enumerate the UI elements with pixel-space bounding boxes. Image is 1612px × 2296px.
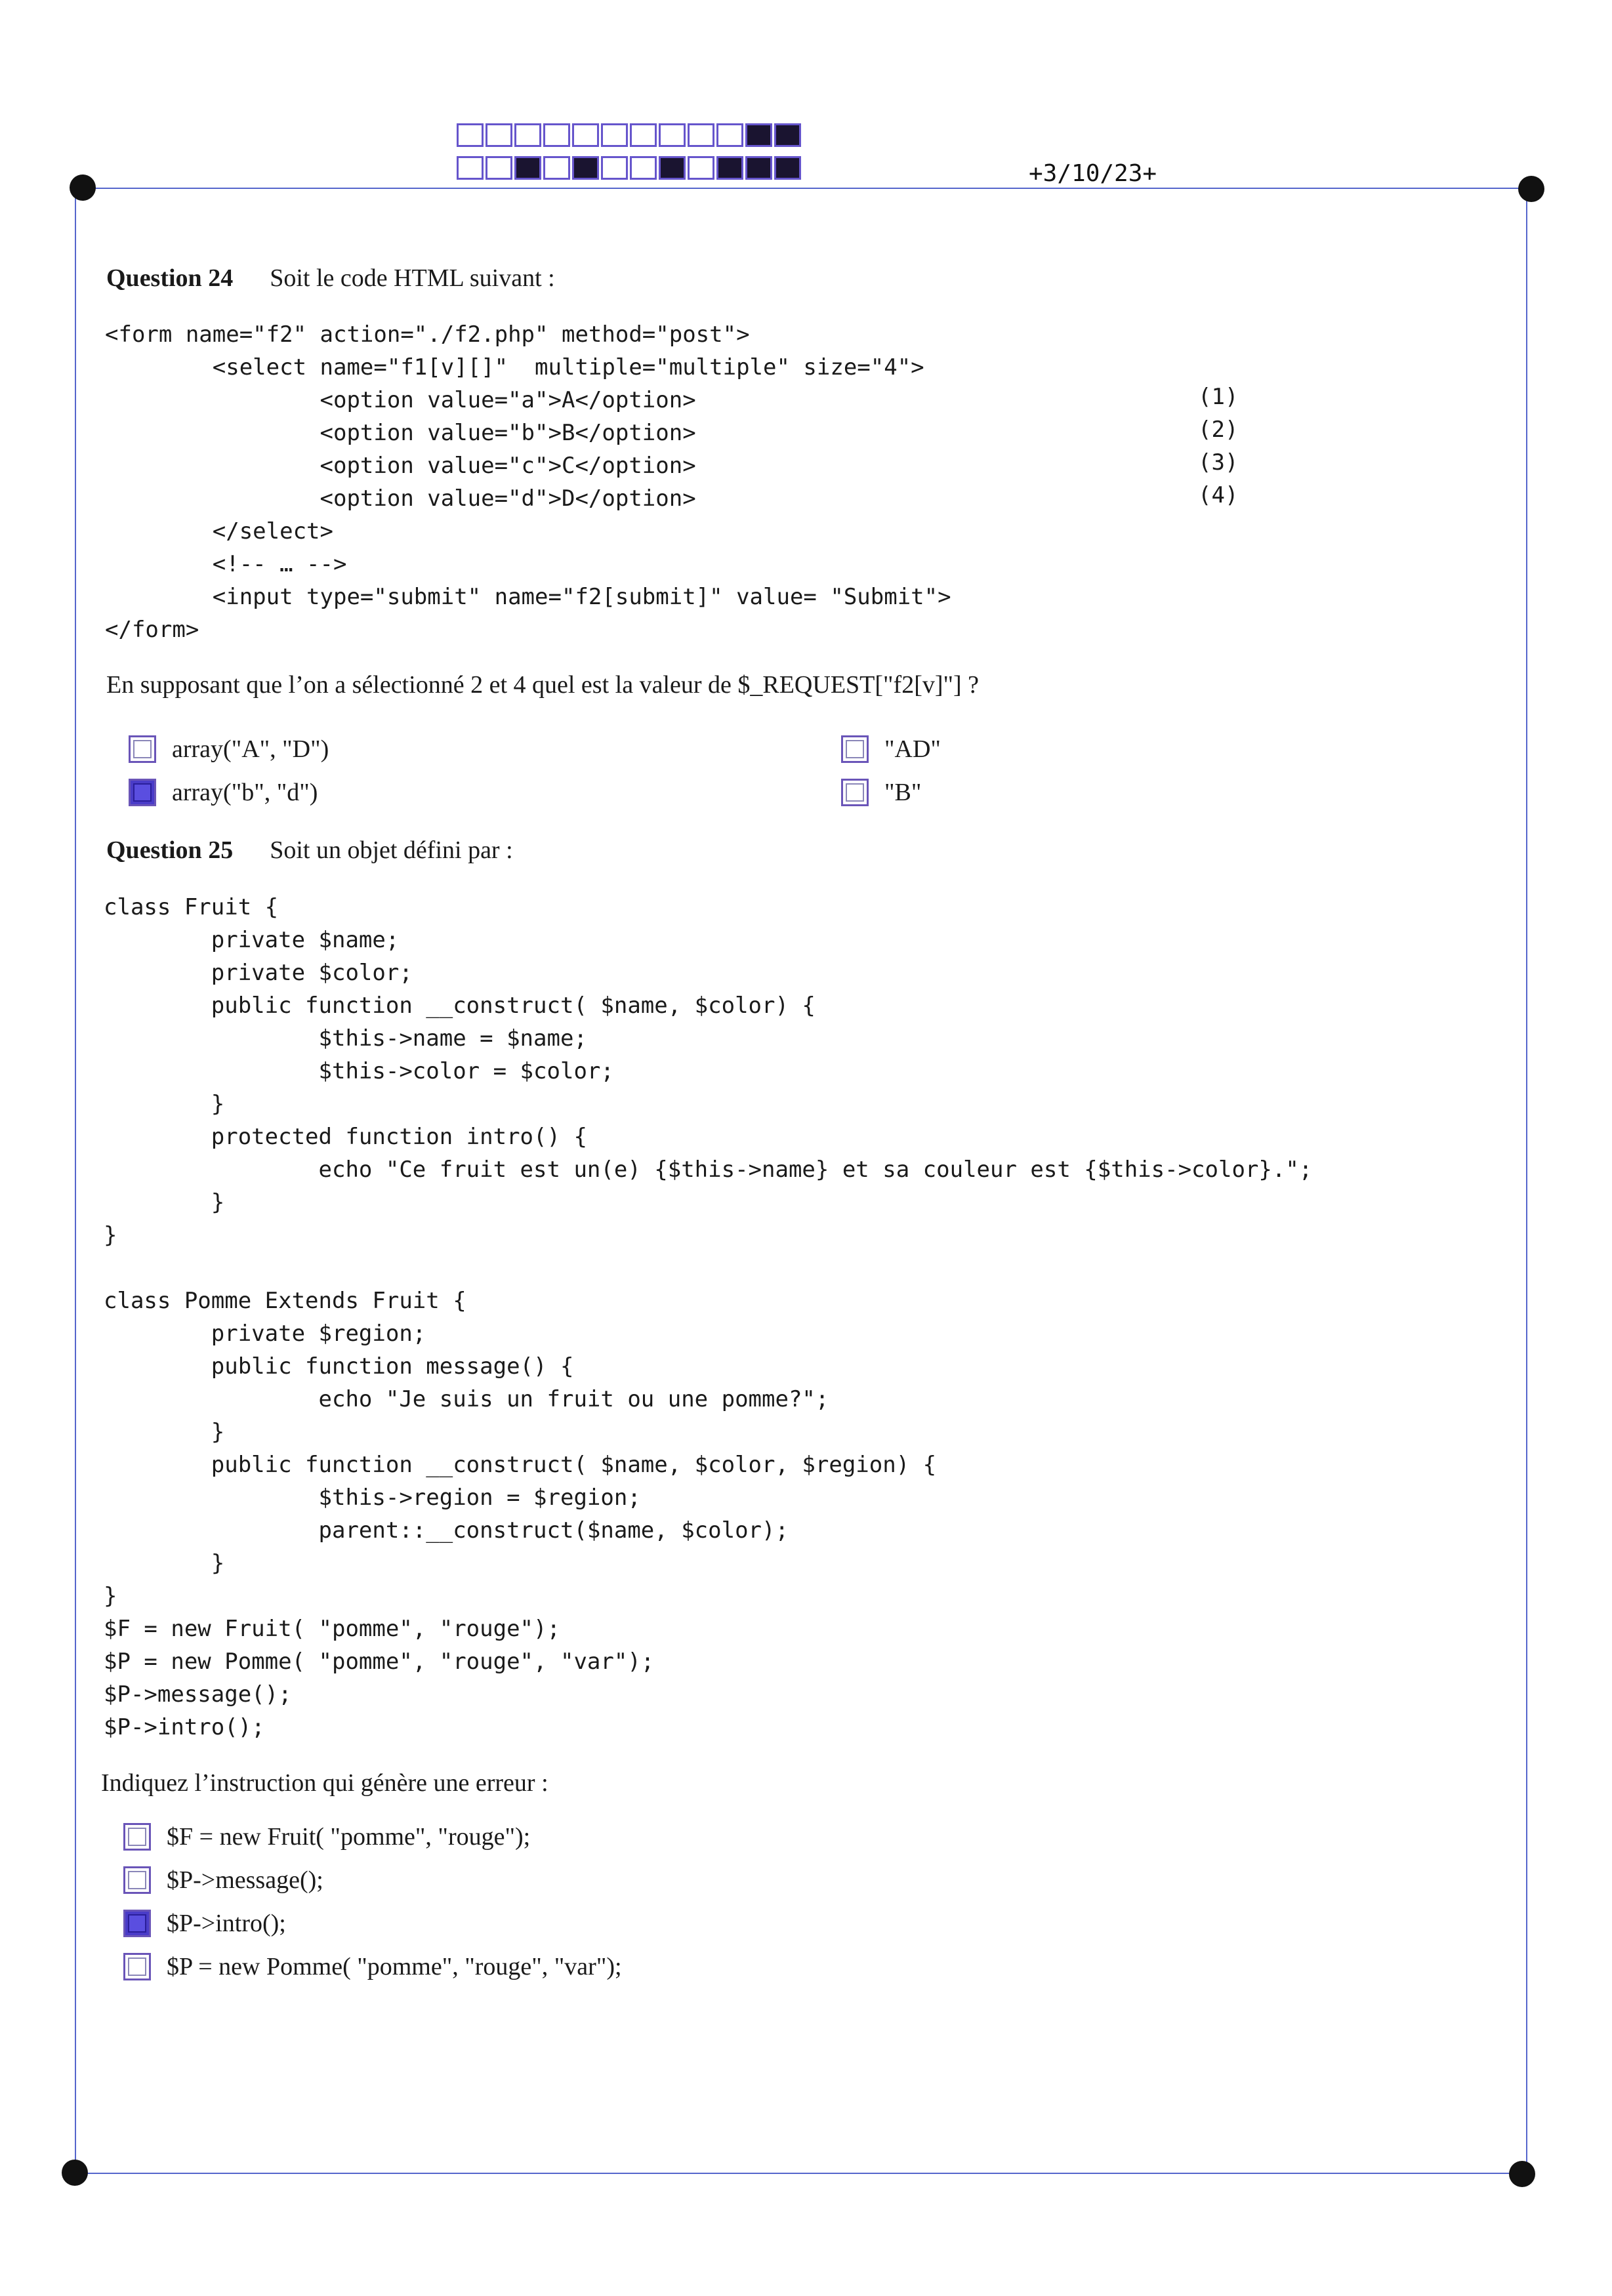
- frame-top: [84, 188, 1530, 189]
- code-line: class Pomme Extends Fruit {: [104, 1288, 466, 1314]
- option-line-marker: (4): [1198, 482, 1239, 508]
- question-24-choice-3[interactable]: [841, 735, 941, 764]
- checkbox-icon[interactable]: [123, 1953, 151, 1980]
- code-cell: [716, 123, 743, 147]
- question-24-choice-1[interactable]: [129, 735, 329, 764]
- question-24-choice-4[interactable]: [841, 778, 921, 807]
- code-line: echo "Je suis un fruit ou une pomme?";: [104, 1386, 829, 1412]
- question-25-number: Question 25: [106, 836, 234, 864]
- checkbox-icon[interactable]: [123, 1823, 151, 1851]
- code-cell: [486, 123, 512, 147]
- code-line: $P->message();: [104, 1681, 292, 1708]
- corner-mark-bottom-right: [1509, 2161, 1535, 2187]
- code-cell: [688, 123, 714, 147]
- question-24-code-block: [105, 318, 951, 646]
- code-line: parent::__construct($name, $color);: [104, 1517, 789, 1544]
- question-25-code-block: [104, 891, 1312, 1744]
- question-24-choice-2[interactable]: [129, 778, 318, 807]
- code-line: protected function intro() {: [104, 1124, 587, 1150]
- checkbox-icon[interactable]: [841, 735, 869, 763]
- code-line: }: [104, 1189, 225, 1216]
- corner-mark-top-left: [70, 174, 96, 201]
- code-line: private $color;: [104, 960, 413, 986]
- code-line: </form>: [105, 617, 199, 643]
- code-cell: [630, 156, 657, 180]
- checkbox-icon[interactable]: [123, 1866, 151, 1894]
- code-line: }: [104, 1091, 225, 1117]
- code-cell: [514, 123, 541, 147]
- code-line: public function __construct( $name, $color) {: [104, 993, 816, 1019]
- question-24-number: Question 24: [106, 264, 234, 292]
- code-line: <option value="a">A</option>: [105, 387, 696, 413]
- code-line: $this->region = $region;: [104, 1485, 641, 1511]
- frame-left: [75, 190, 76, 2173]
- code-line: $this->name = $name;: [104, 1025, 587, 1052]
- code-cell: [601, 156, 628, 180]
- code-cell: [716, 156, 743, 180]
- frame-right: [1526, 190, 1527, 2173]
- code-line: <!-- … -->: [105, 551, 347, 577]
- code-cell: [457, 123, 484, 147]
- question-25-intro: Soit un objet défini par :: [270, 836, 513, 864]
- code-cell: [486, 156, 512, 180]
- code-cell: [572, 123, 599, 147]
- code-cell: [774, 123, 801, 147]
- binary-code-row-bottom: [457, 156, 803, 182]
- question-24-title: [106, 264, 555, 293]
- code-line: <option value="d">D</option>: [105, 485, 696, 512]
- option-line-marker: (1): [1198, 384, 1239, 410]
- code-line: }: [104, 1419, 225, 1445]
- checkbox-icon[interactable]: [841, 779, 869, 806]
- code-cell: [572, 156, 599, 180]
- code-cell: [457, 156, 484, 180]
- question-25-choice-2[interactable]: [123, 1866, 323, 1895]
- question-25-choice-1[interactable]: [123, 1822, 530, 1851]
- choice-label: $P->message();: [167, 1866, 323, 1894]
- option-line-marker: (3): [1198, 449, 1239, 476]
- code-cell: [630, 123, 657, 147]
- choice-label: $P->intro();: [167, 1910, 286, 1937]
- code-line: private $name;: [104, 927, 400, 953]
- code-cell: [659, 156, 686, 180]
- checkbox-icon[interactable]: [129, 735, 156, 763]
- code-line: private $region;: [104, 1321, 426, 1347]
- code-cell: [659, 123, 686, 147]
- question-25-choice-4[interactable]: [123, 1952, 622, 1981]
- question-24-intro: Soit le code HTML suivant :: [270, 264, 555, 292]
- code-line: <input type="submit" name="f2[submit]" value= "Submit">: [105, 584, 951, 610]
- choice-label: $F = new Fruit( "pomme", "rouge");: [167, 1823, 531, 1851]
- code-cell: [745, 123, 772, 147]
- code-line: }: [104, 1222, 117, 1248]
- checkbox-icon[interactable]: [129, 779, 156, 806]
- code-line: <form name="f2" action="./f2.php" method="post">: [105, 321, 750, 348]
- corner-mark-bottom-left: [62, 2160, 88, 2186]
- code-cell: [543, 123, 570, 147]
- code-cell: [601, 123, 628, 147]
- choice-label: array("A", "D"): [172, 735, 329, 763]
- choice-label: array("b", "d"): [172, 779, 318, 806]
- corner-mark-top-right: [1518, 176, 1544, 202]
- code-line: </select>: [105, 518, 333, 544]
- code-line: $P = new Pomme( "pomme", "rouge", "var");: [104, 1649, 655, 1675]
- code-cell: [514, 156, 541, 180]
- choice-label: "AD": [884, 735, 941, 763]
- code-line: public function __construct( $name, $color, $region) {: [104, 1452, 937, 1478]
- code-cell: [688, 156, 714, 180]
- code-cell: [543, 156, 570, 180]
- code-line: }: [104, 1583, 117, 1609]
- question-25-title: [106, 836, 513, 865]
- code-line: class Fruit {: [104, 894, 279, 920]
- binary-code-row-top: [457, 123, 803, 150]
- choice-label: "B": [884, 779, 922, 806]
- code-line: $this->color = $color;: [104, 1058, 614, 1084]
- sheet-id: +3/10/23+: [1029, 160, 1157, 187]
- code-line: echo "Ce fruit est un(e) {$this->name} et sa couleur est {$this->color}.";: [104, 1157, 1313, 1183]
- code-line: $P->intro();: [104, 1714, 265, 1740]
- question-25-prompt: Indiquez l’instruction qui génère une erreur :: [101, 1769, 548, 1797]
- code-line: <option value="c">C</option>: [105, 453, 696, 479]
- code-line: $F = new Fruit( "pomme", "rouge");: [104, 1616, 560, 1642]
- question-25-choice-3[interactable]: [123, 1909, 286, 1938]
- choice-label: $P = new Pomme( "pomme", "rouge", "var");: [167, 1953, 622, 1980]
- code-line: }: [104, 1550, 225, 1576]
- frame-bottom: [73, 2173, 1525, 2174]
- checkbox-icon[interactable]: [123, 1910, 151, 1937]
- option-line-marker: (2): [1198, 417, 1239, 443]
- code-line: public function message() {: [104, 1353, 574, 1380]
- code-line: [104, 1252, 1312, 1284]
- code-line: <select name="f1[v][]" multiple="multiple" size="4">: [105, 354, 924, 380]
- question-24-prompt: En supposant que l’on a sélectionné 2 et 4 quel est la valeur de $_REQUEST["f2[v]"] ?: [106, 671, 980, 699]
- code-line: <option value="b">B</option>: [105, 420, 696, 446]
- code-cell: [745, 156, 772, 180]
- code-cell: [774, 156, 801, 180]
